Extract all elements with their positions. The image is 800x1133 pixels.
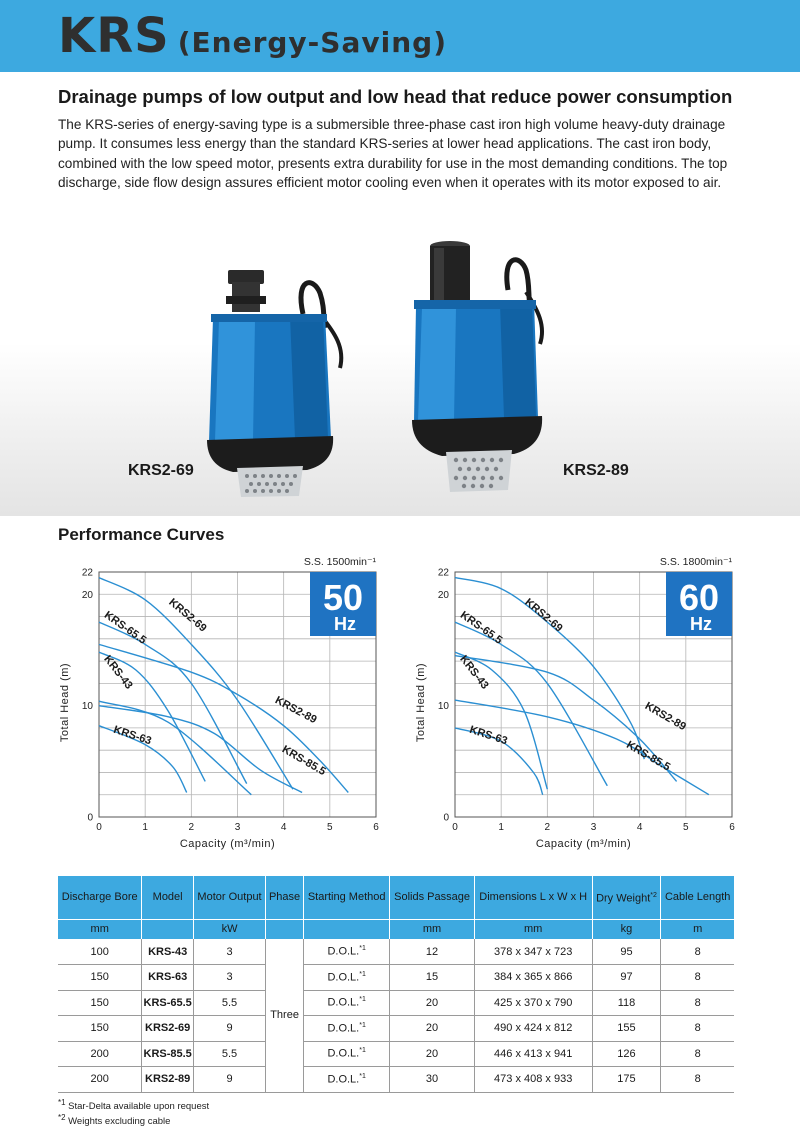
starting-method-text: D.O.L. (327, 945, 360, 958)
cell-cable-length: 8 (661, 1041, 734, 1067)
cell-dimensions: 378 x 347 x 723 (474, 939, 592, 965)
x-tick-label: 3 (590, 822, 597, 833)
cell-starting-method (303, 939, 389, 965)
product-series: KRS (58, 8, 170, 64)
starting-method-footnote-mark: *1 (359, 945, 366, 953)
cell-dimensions: 384 x 365 x 866 (474, 965, 592, 991)
curve-label: KRS2-89 (272, 694, 319, 727)
unit-motor-output: kW (193, 919, 265, 939)
starting-method-text: D.O.L. (327, 1048, 360, 1061)
cell-starting-method (303, 990, 389, 1016)
cell-dry-weight: 97 (592, 965, 661, 991)
y-axis-label: Total Head (m) (59, 662, 71, 743)
y-tick-label: 10 (437, 701, 449, 713)
speed-note: S.S. 1800min⁻¹ (659, 556, 732, 568)
cell-dry-weight: 175 (592, 1067, 661, 1093)
x-tick-label: 5 (327, 822, 333, 833)
unit-solids-passage: mm (390, 919, 474, 939)
footnote-2-mark: *2 (58, 1113, 66, 1122)
chart-60hz (408, 552, 738, 862)
frequency-unit: Hz (334, 614, 356, 634)
cell-discharge-bore: 150 (58, 1016, 142, 1042)
cell-solids-passage: 30 (390, 1067, 474, 1093)
x-tick-label: 6 (373, 822, 379, 833)
cell-starting-method (303, 1016, 389, 1042)
starting-method-footnote-mark: *1 (359, 1047, 366, 1055)
cell-solids-passage: 15 (390, 965, 474, 991)
y-axis-label: Total Head (m) (415, 662, 427, 743)
footnote-2-text: Weights excluding cable (68, 1116, 171, 1128)
x-axis-label: Capacity (m³/min) (179, 838, 276, 850)
starting-method-text: D.O.L. (327, 1073, 360, 1086)
product-title (58, 8, 447, 64)
x-axis-label: Capacity (m³/min) (535, 838, 632, 850)
cell-cable-length: 8 (661, 1016, 734, 1042)
cell-cable-length: 8 (661, 939, 734, 965)
col-starting-method: Starting Method (303, 876, 389, 919)
chart-50hz (52, 552, 382, 862)
cell-model: KRS-65.5 (142, 990, 193, 1016)
product-subtitle: (Energy-Saving) (177, 26, 447, 59)
footnote-1-mark: *1 (58, 1098, 66, 1107)
unit-discharge-bore: mm (58, 919, 142, 939)
x-tick-label: 4 (636, 822, 643, 833)
pump-label-krs2-89: KRS2-89 (563, 462, 629, 479)
cell-model: KRS2-89 (142, 1067, 193, 1093)
cell-discharge-bore: 150 (58, 990, 142, 1016)
intro-paragraph: The KRS-series of energy-saving type is a submersible three-phase cast iron high volume heavy-duty drainage pump. It consumes less energy than the standard KRS-series at lower head applications. The cast iron body, combined with the low speed motor, presents extra durability for use in the most demanding conditions. The top discharge, side flow design assures efficient motor cooling even when it operates with its motor exposed to air. (58, 117, 728, 190)
curve-label: KRS-85.5 (279, 743, 328, 779)
cell-dimensions: 490 x 424 x 812 (474, 1016, 592, 1042)
starting-method-footnote-mark: *1 (359, 970, 366, 978)
x-tick-label: 6 (729, 822, 735, 833)
x-tick-label: 0 (96, 822, 102, 833)
frequency-value: 60 (678, 577, 720, 618)
unit-dry-weight: kg (592, 919, 661, 939)
footnote-1 (58, 1098, 209, 1112)
speed-note: S.S. 1500min⁻¹ (303, 556, 376, 568)
x-tick-label: 1 (142, 822, 148, 833)
cell-cable-length: 8 (661, 965, 734, 991)
section-heading: Drainage pumps of low output and low head that reduce power consumption (58, 86, 733, 107)
x-tick-label: 1 (498, 822, 504, 833)
spec-table-body (58, 939, 734, 1092)
cell-dry-weight: 126 (592, 1041, 661, 1067)
cell-model: KRS-63 (142, 965, 193, 991)
footnote-2 (58, 1113, 170, 1127)
y-tick-label: 22 (437, 567, 449, 579)
cell-dry-weight: 155 (592, 1016, 661, 1042)
performance-curves-title: Performance Curves (58, 525, 225, 544)
cell-starting-method (303, 1067, 389, 1093)
chart-50hz-svg (52, 552, 382, 862)
curve-label: KRS-85.5 (624, 739, 673, 774)
cell-dimensions: 473 x 408 x 933 (474, 1067, 592, 1093)
curve-label: KRS2-69 (522, 596, 565, 635)
cell-discharge-bore: 100 (58, 939, 142, 965)
unit-model (142, 919, 193, 939)
title-banner (0, 0, 800, 72)
unit-cable-length: m (661, 919, 734, 939)
unit-dimensions: mm (474, 919, 592, 939)
x-tick-label: 3 (234, 822, 241, 833)
y-tick-label: 10 (81, 701, 93, 713)
x-tick-label: 2 (544, 822, 551, 833)
cell-solids-passage: 20 (390, 990, 474, 1016)
curve-label: KRS-65.5 (457, 609, 505, 647)
y-tick-label: 20 (81, 589, 93, 601)
table-header-row (58, 876, 734, 919)
starting-method-footnote-mark: *1 (359, 1021, 366, 1029)
cell-cable-length: 8 (661, 1067, 734, 1093)
starting-method-text: D.O.L. (327, 997, 360, 1010)
starting-method-text: D.O.L. (327, 1022, 360, 1035)
col-discharge-bore: Discharge Bore (58, 876, 142, 919)
y-tick-label: 20 (437, 589, 449, 601)
spec-table (58, 876, 734, 1093)
cell-solids-passage: 20 (390, 1016, 474, 1042)
x-tick-label: 0 (452, 822, 458, 833)
x-tick-label: 2 (188, 822, 195, 833)
cell-model: KRS2-69 (142, 1016, 193, 1042)
col-model: Model (142, 876, 193, 919)
dry-weight-label: Dry Weight (596, 892, 651, 905)
table-row (58, 1041, 734, 1067)
unit-phase (266, 919, 304, 939)
cell-motor-output: 5.5 (193, 1041, 265, 1067)
cell-discharge-bore: 200 (58, 1041, 142, 1067)
starting-method-text: D.O.L. (327, 971, 360, 984)
curve-label: KRS2-89 (642, 700, 688, 734)
cell-model: KRS-85.5 (142, 1041, 193, 1067)
curve-krs-85-5 (455, 656, 677, 782)
table-row (58, 939, 734, 965)
table-row (58, 965, 734, 991)
cell-motor-output: 3 (193, 939, 265, 965)
table-row (58, 1067, 734, 1093)
col-motor-output: Motor Output (193, 876, 265, 919)
cell-motor-output: 3 (193, 965, 265, 991)
pump-label-krs2-69: KRS2-69 (128, 462, 194, 479)
curve-label: KRS-43 (101, 653, 135, 692)
col-phase: Phase (266, 876, 304, 919)
col-dimensions: Dimensions L x W x H (474, 876, 592, 919)
starting-method-footnote-mark: *1 (359, 1072, 366, 1080)
pump-krs2-89-image (408, 240, 558, 496)
table-row (58, 990, 734, 1016)
starting-method-footnote-mark: *1 (359, 996, 366, 1004)
curve-krs-85-5 (99, 706, 302, 793)
y-tick-label: 22 (81, 567, 93, 579)
curve-label: KRS-63 (467, 723, 509, 748)
footnote-1-text: Star-Delta available upon request (68, 1101, 210, 1113)
x-tick-label: 5 (683, 822, 689, 833)
frequency-unit: Hz (690, 614, 712, 634)
dry-weight-footnote-mark: *2 (650, 891, 657, 899)
cell-phase: Three (266, 939, 304, 1092)
cell-starting-method (303, 965, 389, 991)
chart-60hz-svg (408, 552, 738, 862)
pump-krs2-69-image (195, 258, 365, 498)
product-photo-band (0, 228, 800, 516)
cell-dimensions: 446 x 413 x 941 (474, 1041, 592, 1067)
x-tick-label: 4 (280, 822, 287, 833)
curve-label: KRS-43 (457, 653, 491, 692)
cell-cable-length: 8 (661, 990, 734, 1016)
table-unit-row (58, 919, 734, 939)
cell-solids-passage: 20 (390, 1041, 474, 1067)
cell-starting-method (303, 1041, 389, 1067)
cell-dry-weight: 118 (592, 990, 661, 1016)
y-tick-label: 0 (87, 812, 93, 824)
col-dry-weight (592, 876, 661, 919)
curve-label: KRS2-69 (166, 596, 209, 635)
table-row (58, 1016, 734, 1042)
cell-discharge-bore: 200 (58, 1067, 142, 1093)
cell-solids-passage: 12 (390, 939, 474, 965)
cell-motor-output: 9 (193, 1016, 265, 1042)
cell-dimensions: 425 x 370 x 790 (474, 990, 592, 1016)
cell-motor-output: 5.5 (193, 990, 265, 1016)
cell-motor-output: 9 (193, 1067, 265, 1093)
cell-model: KRS-43 (142, 939, 193, 965)
frequency-value: 50 (322, 577, 364, 618)
y-tick-label: 0 (443, 812, 449, 824)
curve-label: KRS-65.5 (101, 609, 149, 647)
curve-label: KRS-63 (111, 723, 153, 748)
col-solids-passage: Solids Passage (390, 876, 474, 919)
curve-krs-65-5 (99, 622, 247, 783)
unit-starting-method (303, 919, 389, 939)
col-cable-length: Cable Length (661, 876, 734, 919)
cell-dry-weight: 95 (592, 939, 661, 965)
cell-discharge-bore: 150 (58, 965, 142, 991)
